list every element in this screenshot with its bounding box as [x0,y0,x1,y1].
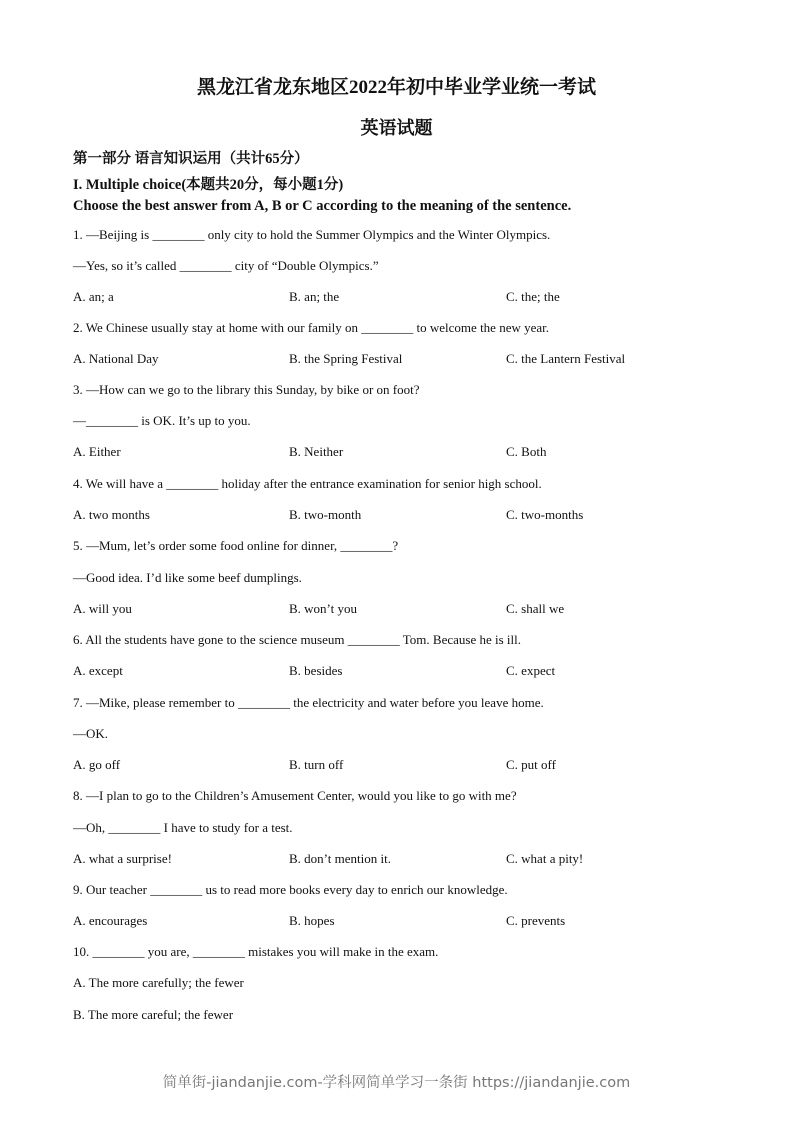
question-5-line-1: 5. —Mum, let’s order some food online for dinner, ________? [73,538,399,553]
question-7-option-c: C. put off [506,757,556,772]
question-1-line-2: —Yes, so it’s called ________ city of “Double Olympics.” [73,258,379,273]
question-7-option-a: A. go off [73,757,121,772]
question-4-option-c: C. two-months [506,507,584,522]
footer-watermark: 简单街-jiandanjie.com-学科网简单学习一条街 https://jiandanjie.com [162,1075,631,1091]
question-4-line-1: 4. We will have a ________ holiday after the entrance examination for senior high school. [73,476,542,491]
exam-title: 黑龙江省龙东地区2022年初中毕业学业统一考试 [196,77,596,98]
question-1-option-b: B. an; the [289,289,340,304]
question-1-option-a: A. an; a [73,289,114,304]
question-6-option-a: A. except [73,663,123,678]
exam-subtitle: 英语试题 [360,118,433,138]
question-4-option-b: B. two-month [289,507,362,522]
question-3-line-1: 3. —How can we go to the library this Sunday, by bike or on foot? [73,382,420,397]
question-9-option-c: C. prevents [506,913,566,928]
question-8-option-a: A. what a surprise! [73,851,172,866]
question-3-option-b: B. Neither [289,444,344,459]
question-2-option-c: C. the Lantern Festival [506,351,626,366]
question-10-line-1: 10. ________ you are, ________ mistakes you will make in the exam. [73,944,439,959]
question-5-option-c: C. shall we [506,601,565,616]
question-5-option-a: A. will you [73,601,132,616]
question-9-option-b: B. hopes [289,913,335,928]
question-9-option-a: A. encourages [73,913,148,928]
section-instruction: Choose the best answer from A, B or C according to the meaning of the sentence. [73,198,572,214]
question-10-option-a: A. The more carefully; the fewer [73,975,244,990]
section-part: 第一部分 语言知识运用（共计65分） [73,151,309,167]
question-2-line-1: 2. We Chinese usually stay at home with our family on ________ to welcome the new year. [73,320,550,335]
question-6-option-c: C. expect [506,663,556,678]
question-5-line-2: —Good idea. I’d like some beef dumplings. [73,570,302,585]
question-4-option-a: A. two months [73,507,150,522]
question-3-line-2: —________ is OK. It’s up to you. [73,413,251,428]
question-5-option-b: B. won’t you [289,601,358,616]
question-9-line-1: 9. Our teacher ________ us to read more books every day to enrich our knowledge. [73,882,508,897]
question-8-option-b: B. don’t mention it. [289,851,391,866]
question-6-line-1: 6. All the students have gone to the science museum ________ Tom. Because he is ill. [73,632,521,647]
question-1-option-c: C. the; the [506,289,560,304]
question-7-line-1: 7. —Mike, please remember to ________ the electricity and water before you leave home. [73,695,544,710]
question-8-line-1: 8. —I plan to go to the Children’s Amusement Center, would you like to go with me? [73,788,517,803]
question-1-line-1: 1. —Beijing is ________ only city to hold the Summer Olympics and the Winter Olympics. [73,227,551,242]
question-7-line-2: —OK. [73,726,109,741]
question-7-option-b: B. turn off [289,757,344,772]
section-heading: I. Multiple choice(本题共20分，每小题1分) [73,177,344,193]
question-3-option-c: C. Both [506,444,547,459]
question-10-option-b: B. The more careful; the fewer [73,1007,234,1022]
question-8-line-2: —Oh, ________ I have to study for a test. [73,820,293,835]
question-3-option-a: A. Either [73,444,121,459]
question-2-option-b: B. the Spring Festival [289,351,403,366]
question-6-option-b: B. besides [289,663,343,678]
question-2-option-a: A. National Day [73,351,159,366]
question-8-option-c: C. what a pity! [506,851,584,866]
